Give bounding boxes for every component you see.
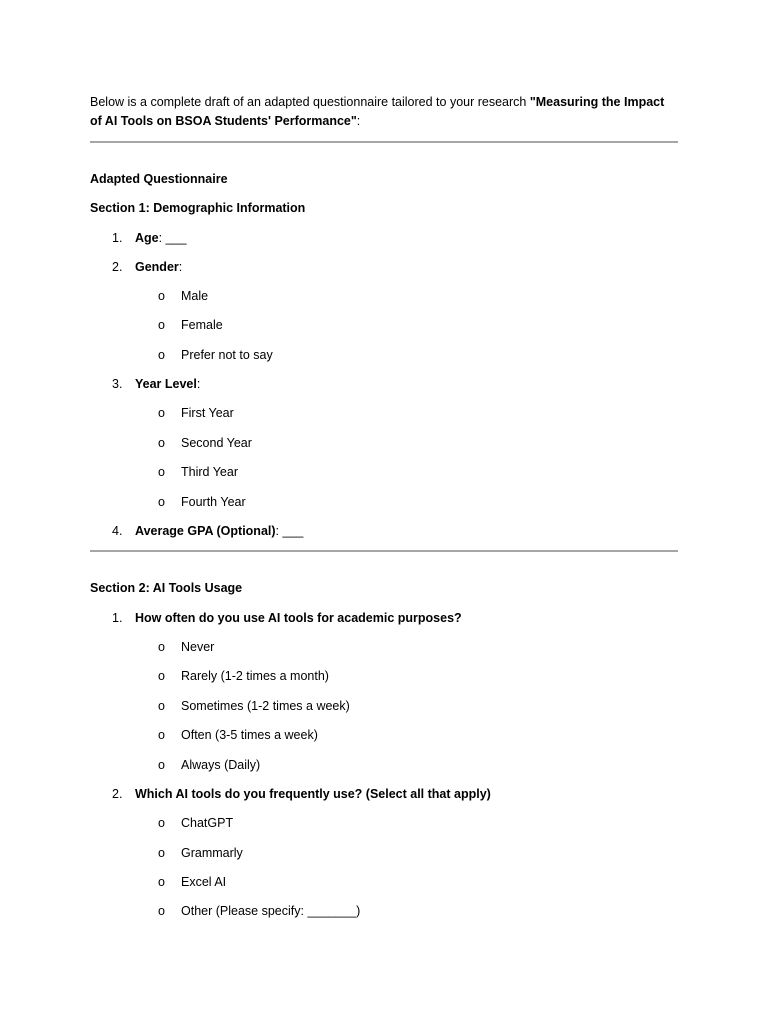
question-label: Age: [135, 231, 159, 245]
option-often: Often (3-5 times a week): [181, 728, 318, 742]
option-bullet-icon: o: [158, 846, 165, 860]
question-number: 1.: [112, 231, 123, 245]
question-label: Year Level: [135, 377, 197, 391]
option-bullet-icon: o: [158, 406, 165, 420]
option-second-year: Second Year: [181, 436, 252, 450]
option-sometimes: Sometimes (1-2 times a week): [181, 699, 350, 713]
question-year-level: [135, 376, 200, 392]
option-bullet-icon: o: [158, 875, 165, 889]
question-ai-tools-used: Which AI tools do you frequently use? (Select all that apply): [135, 787, 491, 801]
option-rarely: Rarely (1-2 times a month): [181, 669, 329, 683]
option-bullet-icon: o: [158, 699, 165, 713]
intro-colon: :: [356, 114, 361, 128]
question-ai-usage-frequency: How often do you use AI tools for academic purposes?: [135, 611, 462, 625]
question-number: 1.: [112, 611, 123, 625]
horizontal-rule: [90, 550, 678, 552]
option-bullet-icon: o: [158, 669, 165, 683]
option-bullet-icon: o: [158, 758, 165, 772]
intro-research-title-part2: of AI Tools on BSOA Students' Performance": [90, 114, 357, 128]
section-2-title: Section 2: AI Tools Usage: [90, 581, 243, 595]
question-colon: :: [196, 377, 201, 391]
option-grammarly: Grammarly: [181, 846, 243, 860]
question-number: 2.: [112, 260, 123, 274]
question-number: 2.: [112, 787, 123, 801]
option-bullet-icon: o: [158, 904, 165, 918]
question-age: [135, 230, 186, 246]
intro-line-2: [90, 113, 360, 129]
question-gender: [135, 259, 182, 275]
intro-line-1: [90, 94, 664, 110]
option-prefer-not-to-say: Prefer not to say: [181, 348, 273, 362]
option-bullet-icon: o: [158, 640, 165, 654]
question-number: 3.: [112, 377, 123, 391]
option-bullet-icon: o: [158, 495, 165, 509]
intro-text: Below is a complete draft of an adapted questionnaire tailored to your research: [90, 95, 530, 109]
option-bullet-icon: o: [158, 318, 165, 332]
answer-blank: : ___: [158, 231, 187, 245]
horizontal-rule: [90, 141, 678, 143]
option-bullet-icon: o: [158, 465, 165, 479]
option-other: Other (Please specify: _______): [181, 904, 361, 918]
option-bullet-icon: o: [158, 436, 165, 450]
intro-research-title-part1: "Measuring the Impact: [529, 95, 665, 109]
option-bullet-icon: o: [158, 348, 165, 362]
question-label: Gender: [135, 260, 179, 274]
option-first-year: First Year: [181, 406, 234, 420]
option-male: Male: [181, 289, 209, 303]
section-1-title: Section 1: Demographic Information: [90, 201, 306, 215]
option-fourth-year: Fourth Year: [181, 495, 246, 509]
option-female: Female: [181, 318, 223, 332]
question-colon: :: [178, 260, 183, 274]
option-bullet-icon: o: [158, 289, 165, 303]
option-always: Always (Daily): [181, 758, 261, 772]
option-bullet-icon: o: [158, 728, 165, 742]
question-label: Average GPA (Optional): [135, 524, 276, 538]
option-bullet-icon: o: [158, 816, 165, 830]
question-gpa: [135, 523, 303, 539]
document-title: Adapted Questionnaire: [90, 172, 228, 186]
option-chatgpt: ChatGPT: [181, 816, 234, 830]
option-never: Never: [181, 640, 215, 654]
answer-blank: : ___: [275, 524, 304, 538]
question-number: 4.: [112, 524, 123, 538]
option-excel-ai: Excel AI: [181, 875, 227, 889]
option-third-year: Third Year: [181, 465, 238, 479]
